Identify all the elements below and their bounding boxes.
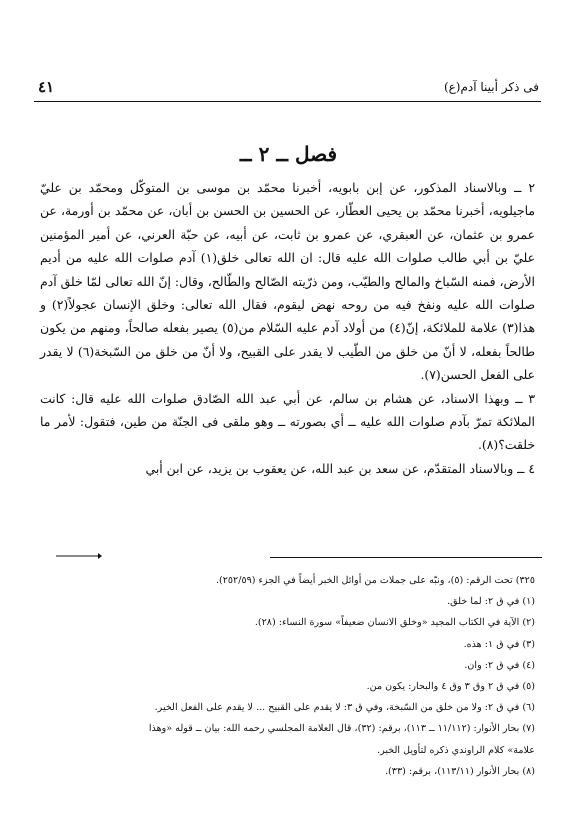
continuation-arrow-icon: [54, 551, 102, 561]
header-rule: [34, 101, 541, 102]
footnote: (٢) الآية في الكتاب المجيد «وخلق الانسان ضعيفاً» سورة النساء: (٢٨).: [254, 617, 535, 629]
footnote: علامة» كلام الراوندي ذكره لتأويل الخبر.: [377, 744, 535, 756]
footnote: (٣) في ق ١: هذه.: [463, 638, 535, 650]
main-text: [40, 176, 535, 480]
running-title: فى ذكر أبينا آدم(ع): [443, 80, 539, 94]
footnotes: [42, 570, 535, 782]
running-header: [34, 78, 541, 100]
paragraph-4: ٤ ــ وبالاسناد المتقدّم، عن سعد بن عبد الله، عن يعقوب بن يزيد، عن ابن أبي: [145, 460, 535, 476]
footnote: (١) في ق ٢: لما خلق.: [447, 596, 535, 608]
paragraph-2: ٢ ــ وبالاسناد المذكور، عن إبن بابويه، أخبرنا محمّد بن موسى بن المتوكّل ومحمّد بن عليّ ماجيلويه، أخبرنا محمّد بن يحيى العطّار، عن الحسين بن الحسن بن أبان، عن محمّد بن أورمة، عن عمرو بن عثمان، عن العبقري، عن عمرو بن ثابت، عن أبيه، عن حبّة العرني، عن أمير المؤمنين عليّ بن أبي طالب صلوات الله عليه قال: ان الله تعالى خلق(١) آدم صلوات الله عليه من أديم الأرض، فمنه السّباخ والمالح والطيّب، ومن ذرّيته الصّالح والطّالح، وقال: إنّ الله تعالى لمّا خلق آدم صلوات الله عليه ونفخ فيه من روحه نهض ليقوم، فقال الله تعالى: وخلق الإنسان عجولاً(٢) و هذا(٣) علامة للملائكة، إنّ(٤) من أولاد آدم عليه السّلام من(٥) يصير بفعله صالحاً، ومنهم من يكون طالحاً بفعله، لا أنّ من خلق من الطّيب لا يقدر على القبيح، ولا أنّ من خلق من السّبخة(٦) لا يقدر على الفعل الحسن(٧).: [40, 180, 535, 383]
footnote: ٣٢٥) تحت الرقم: (٥)، ونبّه على جملات من أوائل الخبر أيضاً في الجزء (٢٥٢/٥٩).: [215, 575, 535, 586]
footnote: (٧) بحار الأنوار: (١١/١١٢ ــ ١١٣)، برقم: (٣٢)، قال العلامة المجلسي رحمه الله: بيان ــ قوله «وهذا: [148, 723, 535, 735]
footnote: (٦) في ق ٢: ولا من خلق من السّبخة، وفي ق ٣: لا يقدم على القبيح ... لا يقدم على الفعل الخير.: [154, 702, 535, 714]
footnote-separator: [270, 557, 542, 558]
paragraph-3: ٣ ــ وبهذا الاسناد، عن هشام بن سالم، عن أبي عبد الله الصّادق صلوات الله عليه قال: كانت الملائكة تمرّ بآدم صلوات الله عليه ــ أي بصورته ــ وهو ملقى فى الجنّة من طين، فتقول: لأمر ما خلقت؟(٨).: [40, 390, 535, 453]
footnote: (٨) بحار الأنوار (١١٣/١١)، برقم: (٣٣).: [385, 765, 535, 777]
footnote: (٤) في ق ٢: وان.: [464, 659, 535, 671]
page-number: ٤١: [38, 78, 55, 96]
footnote: (٥) في ق ٢ وق ٣ وق ٤ والبحار: يكون من.: [366, 681, 535, 693]
section-heading: فصل ــ ٢ ــ: [239, 142, 338, 166]
